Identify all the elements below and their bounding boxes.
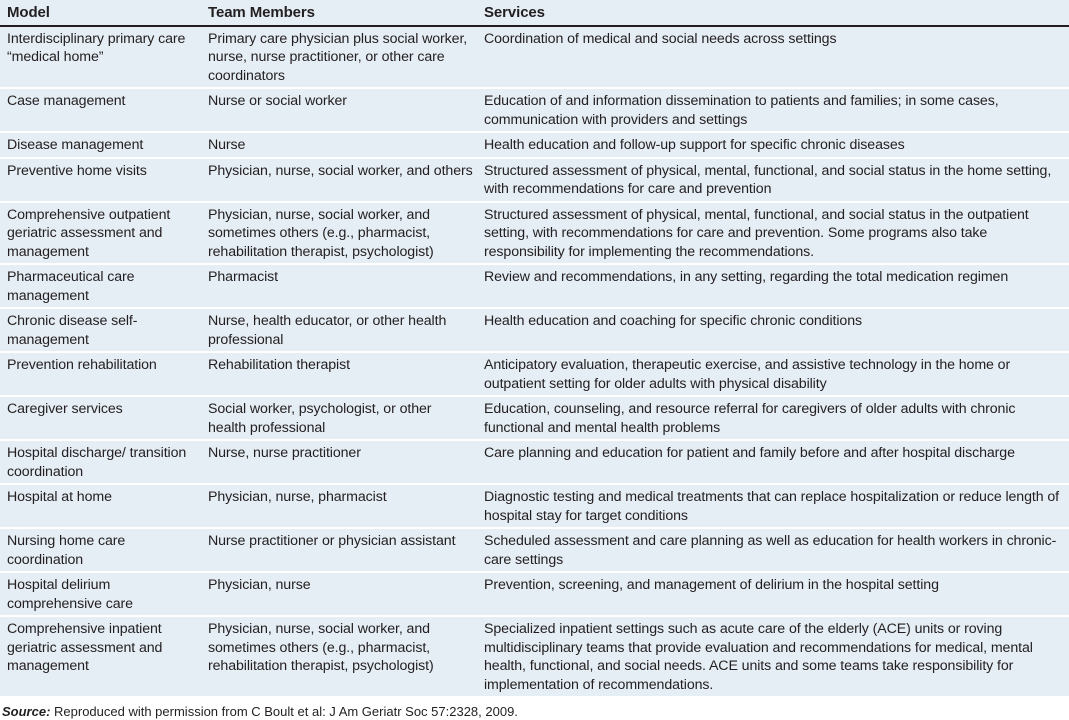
model-cell: Comprehensive outpatient geriatric assessment and management <box>0 203 201 266</box>
source-label: Source: <box>2 704 51 719</box>
model-cell: Interdisciplinary primary care “medical home” <box>0 27 201 90</box>
model-cell: Preventive home visits <box>0 159 201 203</box>
table-row <box>0 265 1069 309</box>
model-cell: Comprehensive inpatient geriatric assessment and management <box>0 617 201 698</box>
services-cell: Structured assessment of physical, mental, functional, and social status in the home setting, with recommendations for care and prevention <box>477 159 1069 203</box>
services-cell: Structured assessment of physical, mental, functional, and social status in the outpatient setting, with recommendations for care and prevention. Some programs also take responsibility for implementing the recommendations. <box>477 203 1069 266</box>
table-row <box>0 529 1069 573</box>
table-row <box>0 133 1069 159</box>
team-members-cell: Physician, nurse, social worker, and sometimes others (e.g., pharmacist, rehabilitation therapist, psychologist) <box>201 617 477 698</box>
team-members-cell: Pharmacist <box>201 265 477 309</box>
services-cell: Prevention, screening, and management of delirium in the hospital setting <box>477 573 1069 617</box>
services-cell: Scheduled assessment and care planning as well as education for health workers in chronic-care settings <box>477 529 1069 573</box>
table-row <box>0 159 1069 203</box>
table-row <box>0 485 1069 529</box>
table-row <box>0 89 1069 133</box>
header-model: Model <box>0 0 201 27</box>
source-note <box>0 698 1069 719</box>
table-row <box>0 441 1069 485</box>
model-cell: Disease management <box>0 133 201 159</box>
header-team-members: Team Members <box>201 0 477 27</box>
table-row <box>0 27 1069 90</box>
table-row <box>0 573 1069 617</box>
table-row <box>0 397 1069 441</box>
model-cell: Case management <box>0 89 201 133</box>
model-cell: Prevention rehabilitation <box>0 353 201 397</box>
services-cell: Specialized inpatient settings such as acute care of the elderly (ACE) units or roving multidisciplinary teams that provide evaluation and recommendations for medical, mental health, functional, and social needs. ACE units and some teams take responsibility for implementation of recommendations. <box>477 617 1069 698</box>
model-cell: Hospital delirium comprehensive care <box>0 573 201 617</box>
model-cell: Hospital at home <box>0 485 201 529</box>
services-cell: Review and recommendations, in any setting, regarding the total medication regimen <box>477 265 1069 309</box>
team-members-cell: Nurse <box>201 133 477 159</box>
team-members-cell: Nurse practitioner or physician assistant <box>201 529 477 573</box>
team-members-cell: Physician, nurse <box>201 573 477 617</box>
model-cell: Pharmaceutical care management <box>0 265 201 309</box>
table-row <box>0 309 1069 353</box>
team-members-cell: Social worker, psychologist, or other health professional <box>201 397 477 441</box>
table-row <box>0 353 1069 397</box>
services-cell: Education, counseling, and resource referral for caregivers of older adults with chronic functional and mental health problems <box>477 397 1069 441</box>
team-members-cell: Physician, nurse, social worker, and sometimes others (e.g., pharmacist, rehabilitation therapist, psychologist) <box>201 203 477 266</box>
header-row <box>0 0 1069 27</box>
team-members-cell: Nurse, health educator, or other health professional <box>201 309 477 353</box>
source-text: Reproduced with permission from C Boult et al: J Am Geriatr Soc 57:2328, 2009. <box>50 704 518 719</box>
team-members-cell: Primary care physician plus social worker, nurse, nurse practitioner, or other care coordinators <box>201 27 477 90</box>
services-cell: Health education and follow-up support for specific chronic diseases <box>477 133 1069 159</box>
services-cell: Health education and coaching for specific chronic conditions <box>477 309 1069 353</box>
services-cell: Diagnostic testing and medical treatments that can replace hospitalization or reduce length of hospital stay for target conditions <box>477 485 1069 529</box>
team-members-cell: Rehabilitation therapist <box>201 353 477 397</box>
services-cell: Coordination of medical and social needs across settings <box>477 27 1069 90</box>
services-cell: Anticipatory evaluation, therapeutic exercise, and assistive technology in the home or outpatient setting for older adults with physical disability <box>477 353 1069 397</box>
header-services: Services <box>477 0 1069 27</box>
team-members-cell: Physician, nurse, social worker, and others <box>201 159 477 203</box>
team-members-cell: Nurse, nurse practitioner <box>201 441 477 485</box>
team-members-cell: Physician, nurse, pharmacist <box>201 485 477 529</box>
team-members-cell: Nurse or social worker <box>201 89 477 133</box>
model-cell: Caregiver services <box>0 397 201 441</box>
model-cell: Hospital discharge/ transition coordination <box>0 441 201 485</box>
services-cell: Education of and information dissemination to patients and families; in some cases, communication with providers and settings <box>477 89 1069 133</box>
model-cell: Chronic disease self-management <box>0 309 201 353</box>
model-cell: Nursing home care coordination <box>0 529 201 573</box>
services-cell: Care planning and education for patient and family before and after hospital discharge <box>477 441 1069 485</box>
table-row <box>0 617 1069 698</box>
table-row <box>0 203 1069 266</box>
